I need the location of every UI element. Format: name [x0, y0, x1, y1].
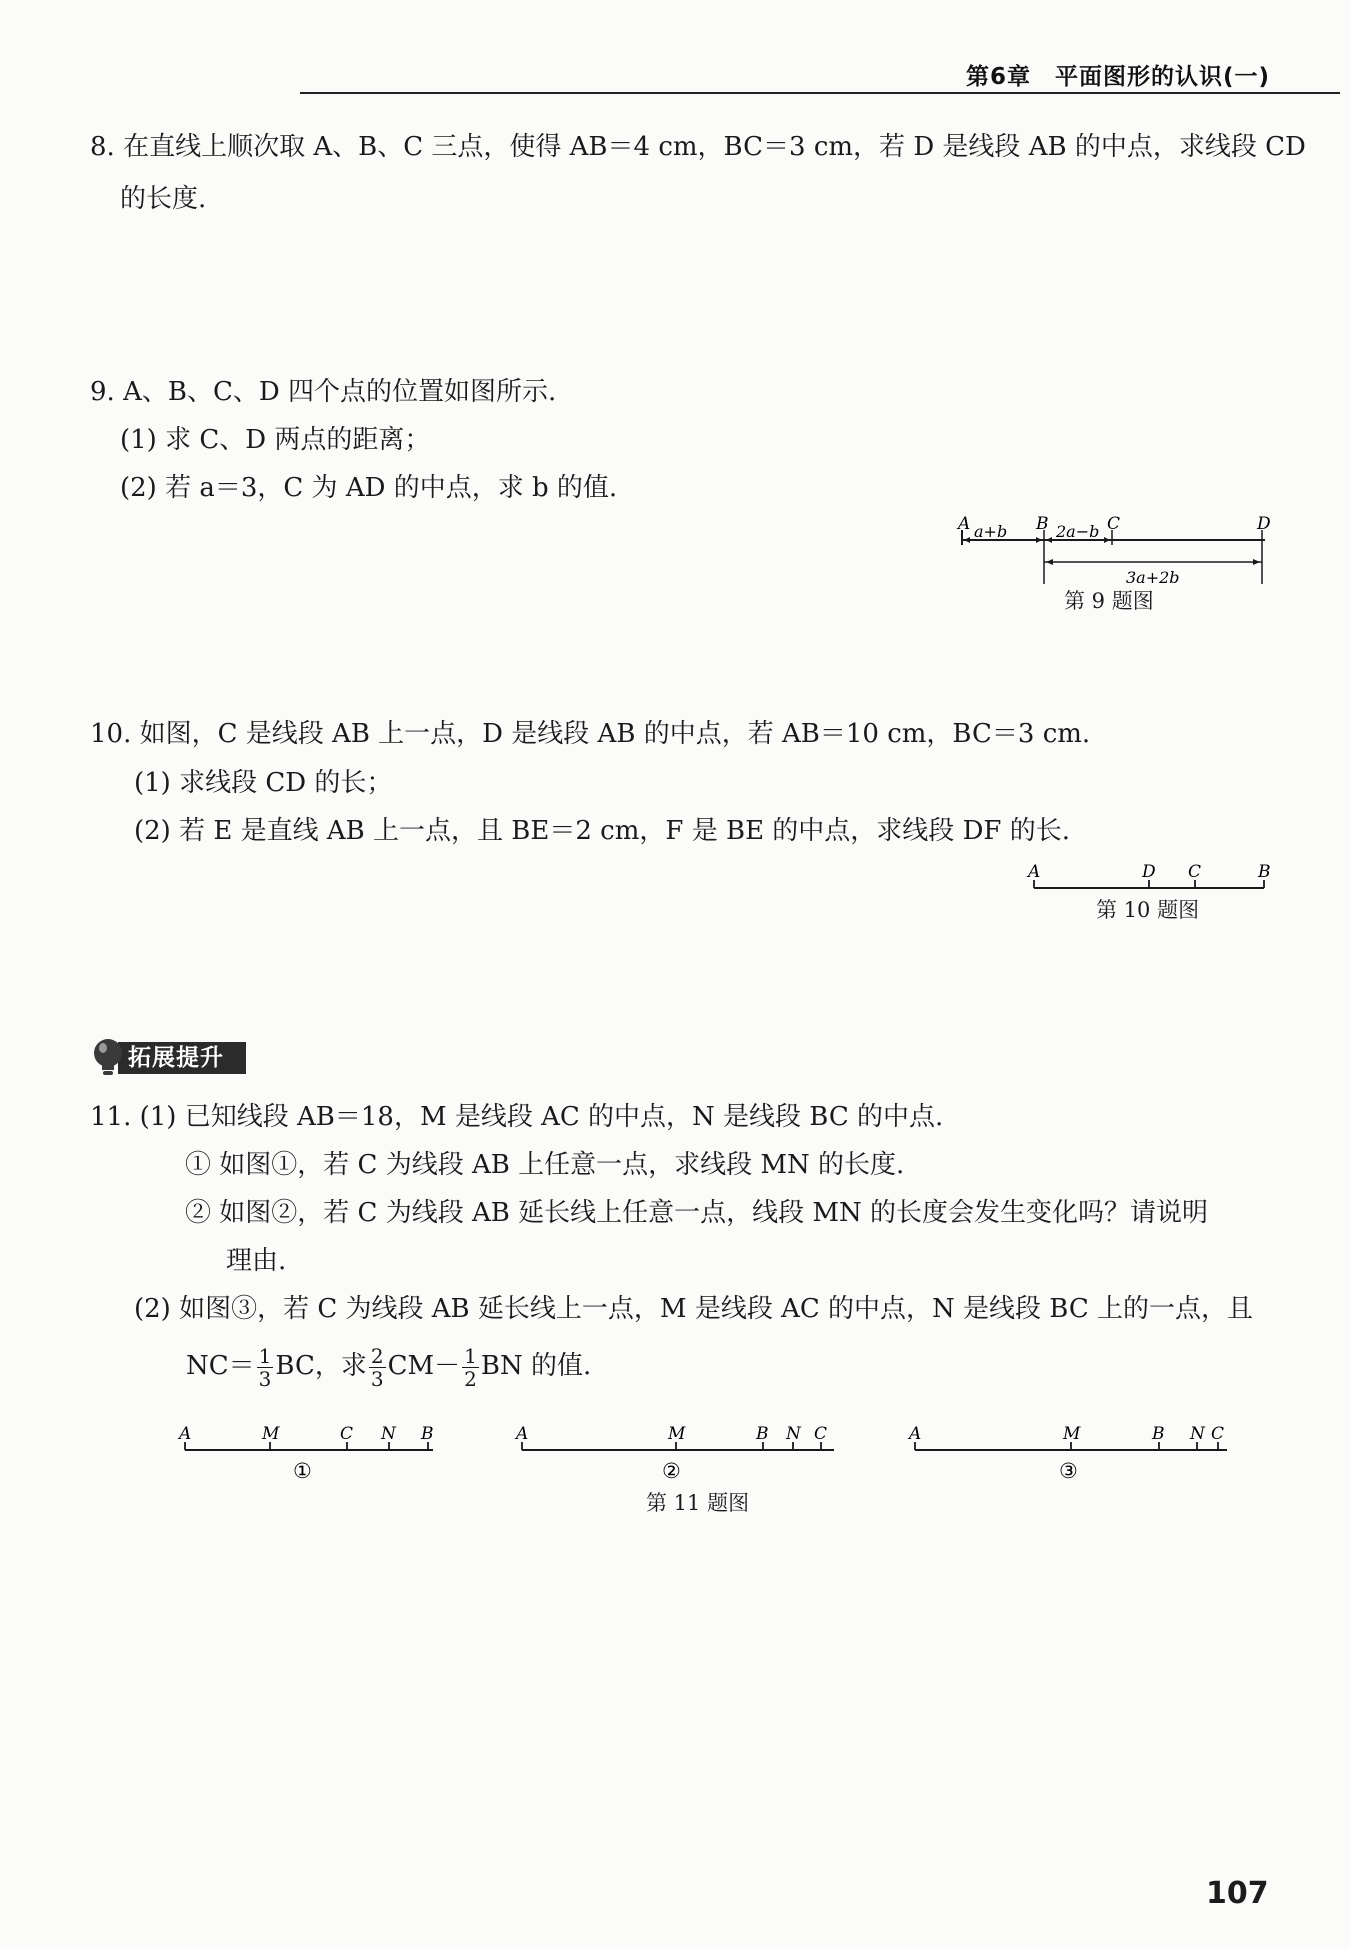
- q10-figure: [1020, 858, 1280, 894]
- q11-line-4: 理由.: [226, 1246, 287, 1276]
- q11-line-1: 11. (1) 已知线段 AB＝18，M 是线段 AC 的中点，N 是线段 BC 的中点.: [90, 1102, 944, 1132]
- lightbulb-icon: [92, 1038, 124, 1078]
- q11-formula-part-a: NC＝: [186, 1351, 255, 1381]
- q9-label-a: A: [958, 514, 971, 534]
- fig3-label-c: C: [1211, 1424, 1225, 1444]
- fig3-label-b: B: [1152, 1424, 1165, 1444]
- q10-sub-1: (1) 求线段 CD 的长；: [134, 768, 393, 798]
- q10-stem: 10. 如图，C 是线段 AB 上一点，D 是线段 AB 的中点，若 AB＝10 cm，BC＝3 cm.: [90, 719, 1091, 749]
- q11-formula-part-c: CM－: [387, 1351, 461, 1381]
- q9-label-b: B: [1036, 514, 1049, 534]
- chapter-header: 第6章 平面图形的认识(一): [965, 64, 1270, 90]
- q10-label-a: A: [1028, 862, 1041, 882]
- q10-label-c: C: [1188, 862, 1202, 882]
- q9-sub-1: (1) 求 C、D 两点的距离；: [120, 425, 431, 455]
- q9-figure: [950, 510, 1275, 590]
- q10-label-d: D: [1142, 862, 1156, 882]
- q9-caption: 第 9 题图: [1064, 589, 1154, 613]
- fig1-label-b: B: [421, 1424, 434, 1444]
- fig2-label-m: M: [668, 1424, 686, 1444]
- q11-formula-part-d: BN 的值.: [480, 1351, 592, 1381]
- fig2-mark: ②: [662, 1459, 681, 1483]
- q11-line-2: ① 如图①，若 C 为线段 AB 上任意一点，求线段 MN 的长度.: [185, 1150, 905, 1180]
- fig3-mark: ③: [1059, 1459, 1078, 1483]
- q8-line-1: 8. 在直线上顺次取 A、B、C 三点，使得 AB＝4 cm，BC＝3 cm，若 D 是线段 AB 的中点，求线段 CD: [90, 132, 1306, 162]
- q9-sub-2: (2) 若 a＝3，C 为 AD 的中点，求 b 的值.: [120, 473, 618, 503]
- q11-caption: 第 11 题图: [646, 1491, 750, 1515]
- q9-seg-bc: 2a−b: [1056, 522, 1100, 541]
- q10-caption: 第 10 题图: [1096, 898, 1200, 922]
- q11-formula-part-b: BC，求: [275, 1351, 367, 1381]
- q9-label-c: C: [1107, 514, 1121, 534]
- fig1-label-n: N: [381, 1424, 396, 1444]
- fig1-mark: ①: [293, 1459, 312, 1483]
- q11-line-3: ② 如图②，若 C 为线段 AB 延长线上任意一点，线段 MN 的长度会发生变化吗？请说明: [185, 1198, 1209, 1228]
- fig3-label-n: N: [1190, 1424, 1205, 1444]
- q11-figure-2: [512, 1420, 842, 1490]
- page-number: 107: [1206, 1876, 1269, 1911]
- fig2-label-a: A: [516, 1424, 529, 1444]
- q10-label-b: B: [1258, 862, 1271, 882]
- fig2-label-b: B: [756, 1424, 769, 1444]
- q10-sub-2: (2) 若 E 是直线 AB 上一点，且 BE＝2 cm，F 是 BE 的中点，求线段 DF 的长.: [134, 816, 1070, 846]
- fig3-label-a: A: [909, 1424, 922, 1444]
- fig2-label-n: N: [786, 1424, 801, 1444]
- fig1-label-a: A: [179, 1424, 192, 1444]
- fraction-2-3: $\frac{2}{3}$: [370, 1343, 384, 1391]
- q9-seg-bd: 3a+2b: [1126, 568, 1180, 587]
- fig2-label-c: C: [814, 1424, 828, 1444]
- fraction-1-3: $\frac{1}{3}$: [258, 1343, 272, 1391]
- fraction-1-2: $\frac{1}{2}$: [464, 1343, 477, 1391]
- q9-label-d: D: [1257, 514, 1271, 534]
- q9-seg-ab: a+b: [974, 522, 1008, 541]
- section-label: [92, 1038, 248, 1078]
- q8-line-2: 的长度.: [120, 184, 207, 214]
- q11-line-5: (2) 如图③，若 C 为线段 AB 延长线上一点，M 是线段 AC 的中点，N 是线段 BC 上的一点，且: [134, 1294, 1254, 1324]
- q11-formula: [186, 1340, 591, 1392]
- header-rule: [300, 92, 1340, 94]
- q11-figure-1: [175, 1420, 445, 1490]
- q9-stem: 9. A、B、C、D 四个点的位置如图所示.: [90, 377, 557, 407]
- fig1-label-c: C: [340, 1424, 354, 1444]
- fig3-label-m: M: [1063, 1424, 1081, 1444]
- fig1-label-m: M: [262, 1424, 280, 1444]
- q11-figure-3: [905, 1420, 1235, 1490]
- section-label-text: 拓展提升: [128, 1045, 224, 1071]
